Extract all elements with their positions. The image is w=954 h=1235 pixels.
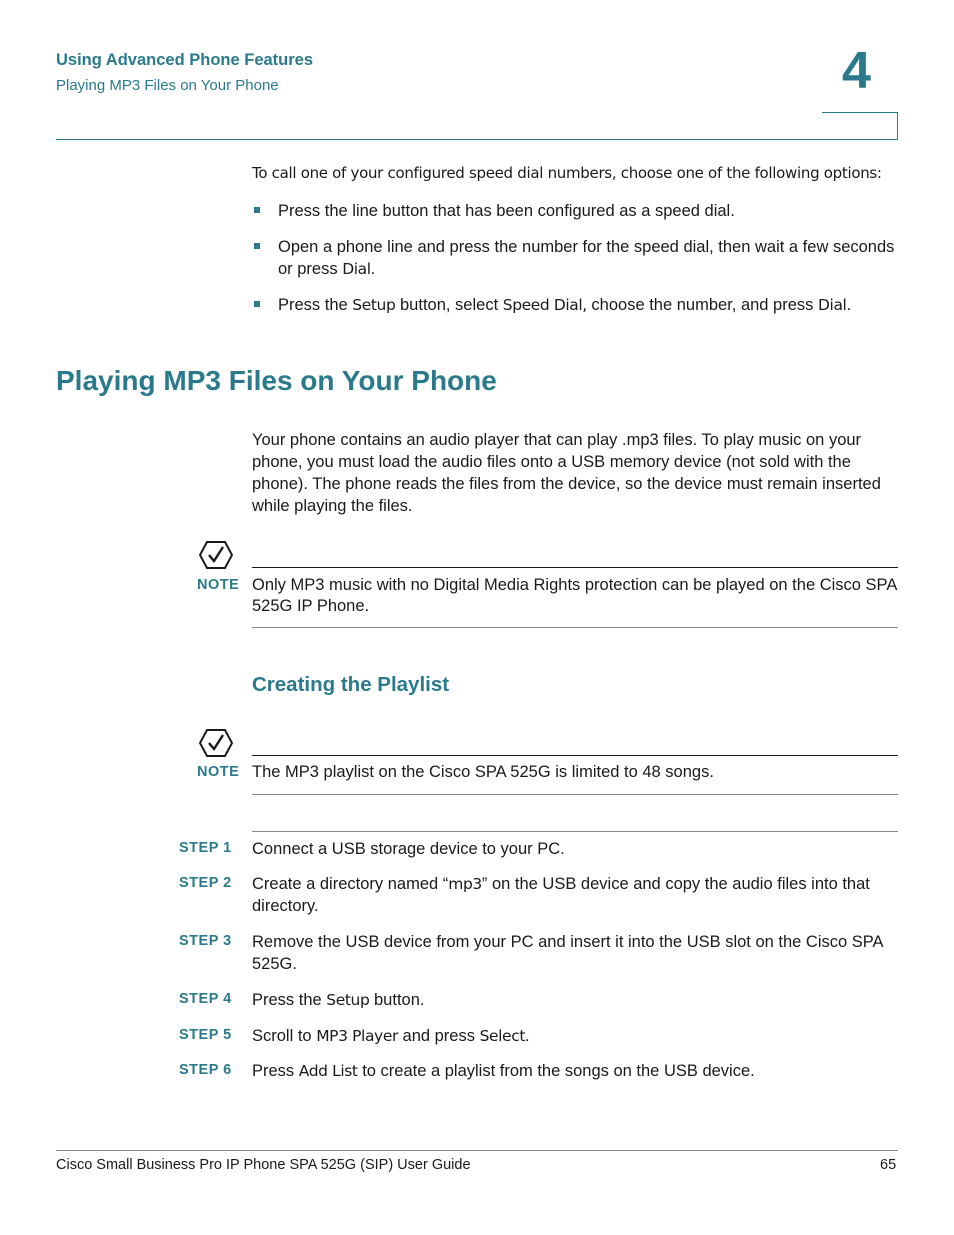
note-label: NOTE: [197, 577, 240, 593]
note-top-rule: [252, 755, 898, 756]
step-text: Connect a USB storage device to your PC.: [252, 840, 565, 858]
speed-dial-options-list: [252, 200, 902, 330]
note-label: NOTE: [197, 764, 240, 780]
intro-text: To call one of your configured speed dial numbers, choose one of the following options:: [252, 164, 882, 182]
ui-term-mp3-player: MP3 Player: [316, 1027, 398, 1045]
section-paragraph: Your phone contains an audio player that can play .mp3 files. To play music on your phone, you must load the audio files onto a USB memory device (not sold with the phone). The phone reads the files from the device, so the device must remain inserted while playing the files.: [252, 431, 881, 515]
subsection-heading: Creating the Playlist: [252, 673, 450, 696]
step-text-part: to create a playlist from the songs on the USB device.: [357, 1062, 755, 1080]
list-item-text-mid: button, select: [395, 296, 503, 314]
list-item-text: Press the line button that has been configured as a speed dial.: [278, 202, 735, 220]
step-text-part: ” on the USB device and copy the audio files into that directory.: [252, 875, 870, 915]
square-bullet-icon: [254, 207, 260, 213]
footer-divider: [56, 1150, 898, 1151]
note-bottom-rule: [252, 627, 898, 628]
section-breadcrumb: Playing MP3 Files on Your Phone: [56, 77, 279, 94]
list-item: [252, 200, 902, 222]
ui-term-mp3: mp3: [448, 875, 482, 893]
step-label: STEP 4: [179, 991, 232, 1007]
step-text: [252, 873, 900, 917]
step-label: STEP 1: [179, 840, 232, 856]
list-item-text-end: .: [370, 260, 376, 278]
ui-term-add-list: Add List: [298, 1062, 358, 1080]
note-text: The MP3 playlist on the Cisco SPA 525G is limited to 48 songs.: [252, 763, 714, 781]
note-text: Only MP3 music with no Digital Media Rights protection can be played on the Cisco SPA 525G IP Phone.: [252, 576, 897, 615]
page-number: 65: [880, 1157, 897, 1173]
ui-term-dial: Dial: [818, 296, 847, 314]
step-text: [252, 1060, 900, 1082]
chapter-number: 4: [842, 42, 871, 100]
ui-term-setup: Setup: [326, 991, 370, 1009]
list-item-text: Press the: [278, 296, 353, 314]
step-label: STEP 6: [179, 1062, 232, 1078]
note-top-rule: [252, 567, 898, 568]
note-bottom-rule: [252, 794, 898, 795]
step-text-part: Scroll to: [252, 1027, 317, 1045]
step-text-part: Press the: [252, 991, 327, 1009]
list-item-text: Open a phone line and press the number for the speed dial, then wait a few seconds or press: [278, 238, 895, 278]
step-label: STEP 5: [179, 1027, 232, 1043]
chapter-number-frame: [822, 112, 898, 139]
step-label: STEP 2: [179, 875, 232, 891]
step-text-part: Press: [252, 1062, 299, 1080]
chapter-title: Using Advanced Phone Features: [56, 51, 314, 69]
step-text-part: and press: [397, 1027, 480, 1045]
note-check-icon: [198, 540, 234, 570]
step-text: Remove the USB device from your PC and insert it into the USB slot on the Cisco SPA 525G.: [252, 933, 883, 973]
square-bullet-icon: [254, 243, 260, 249]
step-text: [252, 1025, 900, 1047]
list-item: [252, 236, 902, 280]
steps-top-rule: [252, 831, 898, 832]
footer-title: Cisco Small Business Pro IP Phone SPA 525G (SIP) User Guide: [56, 1157, 471, 1173]
step-label: STEP 3: [179, 933, 232, 949]
header-divider: [56, 139, 898, 140]
ui-term-setup: Setup: [352, 296, 396, 314]
section-heading: Playing MP3 Files on Your Phone: [56, 365, 497, 396]
list-item-text-mid: choose the number, and press: [586, 296, 818, 314]
ui-term-select: Select: [479, 1027, 525, 1045]
note-check-icon: [198, 728, 234, 758]
ui-term-speed-dial: Speed Dial,: [502, 296, 587, 314]
step-text-part: .: [525, 1027, 530, 1045]
step-text-part: Create a directory named “: [252, 875, 449, 893]
ui-term-dial: Dial: [342, 260, 371, 278]
square-bullet-icon: [254, 301, 260, 307]
list-item: [252, 294, 902, 316]
step-text: [252, 989, 900, 1011]
list-item-text-end: .: [846, 296, 852, 314]
step-text-part: button.: [369, 991, 425, 1009]
